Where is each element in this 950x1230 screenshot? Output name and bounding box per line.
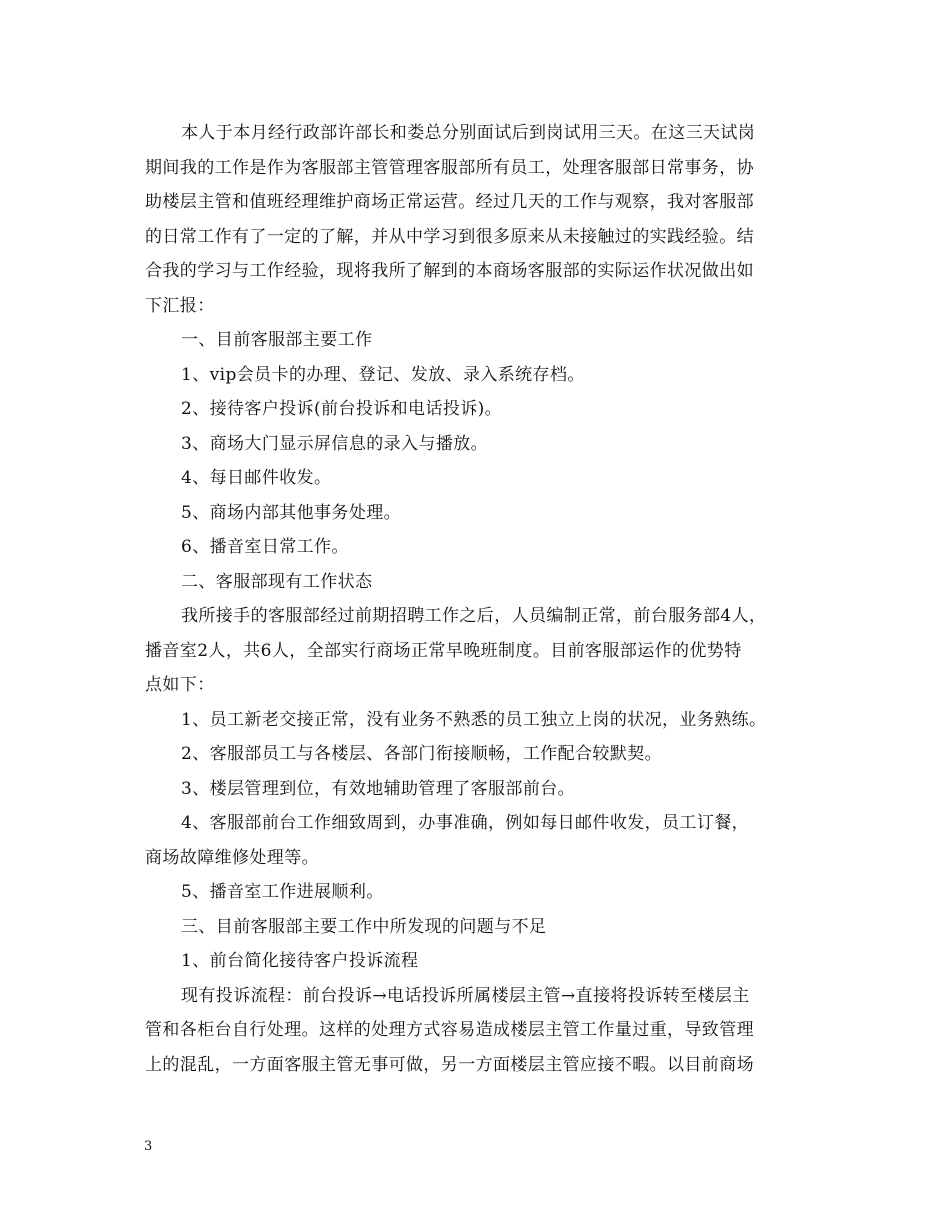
text-line: 下汇报： [145,295,215,316]
text-line: 5、播音室工作进展顺利。 [181,882,384,902]
text-line: 商场故障维修处理等。 [145,847,319,868]
text-line: 合我的学习与工作经验，现将我所了解到的本商场客服部的实际运作状况做出如 [145,261,754,281]
text-line: 4、每日邮件收发。 [181,468,332,488]
text-line: 1、vip会员卡的办理、登记、发放、录入系统存档。 [181,364,585,385]
text-line: 一、目前客服部主要工作 [181,330,373,350]
text-line: 期间我的工作是作为客服部主管管理客服部所有员工，处理客服部日常事务，协 [145,157,754,178]
text-line: 管和各柜台自行处理。这样的处理方式容易造成楼层主管工作量过重，导致管理 [145,1020,754,1040]
text-line: 二、客服部现有工作状态 [181,571,373,592]
text-line: 助楼层主管和值班经理维护商场正常运营。经过几天的工作与观察，我对客服部 [145,192,754,212]
text-line: 我所接手的客服部经过前期招聘工作之后，人员编制正常，前台服务部4人， [181,606,767,626]
text-line: 1、前台简化接待客户投诉流程 [181,951,419,971]
text-line: 本人于本月经行政部许部长和娄总分别面试后到岗试用三天。在这三天试岗 [181,123,756,143]
text-line: 上的混乱，一方面客服主管无事可做，另一方面楼层主管应接不暇。以目前商场 [145,1054,754,1075]
text-line: 5、商场内部其他事务处理。 [181,502,402,523]
text-line: 3、楼层管理到位，有效地辅助管理了客服部前台。 [181,778,576,799]
text-line: 的日常工作有了一定的了解，并从中学习到很多原来从未接触过的实践经验。结 [145,226,754,247]
text-line: 6、播音室日常工作。 [181,537,349,557]
text-line: 2、客服部员工与各楼层、各部门衔接顺畅，工作配合较默契。 [181,744,663,764]
text-line: 4、客服部前台工作细致周到，办事准确，例如每日邮件收发，员工订餐， [181,813,750,833]
text-line: 点如下： [145,675,215,695]
page-number: 3 [144,1139,153,1154]
text-line: 1、员工新老交接正常，没有业务不熟悉的员工独立上岗的状况，业务熟练。 [181,709,767,730]
text-line: 播音室2人，共6人，全部实行商场正常早晚班制度。目前客服部运作的优势特 [145,640,742,661]
text-line: 2、接待客户投诉(前台投诉和电话投诉)。 [181,399,503,419]
text-line: 3、商场大门显示屏信息的录入与播放。 [181,433,489,454]
document-body [145,116,805,1082]
text-line: 三、目前客服部主要工作中所发现的问题与不足 [181,916,547,937]
text-line: 现有投诉流程：前台投诉→电话投诉所属楼层主管→直接将投诉转至楼层主 [181,985,750,1006]
